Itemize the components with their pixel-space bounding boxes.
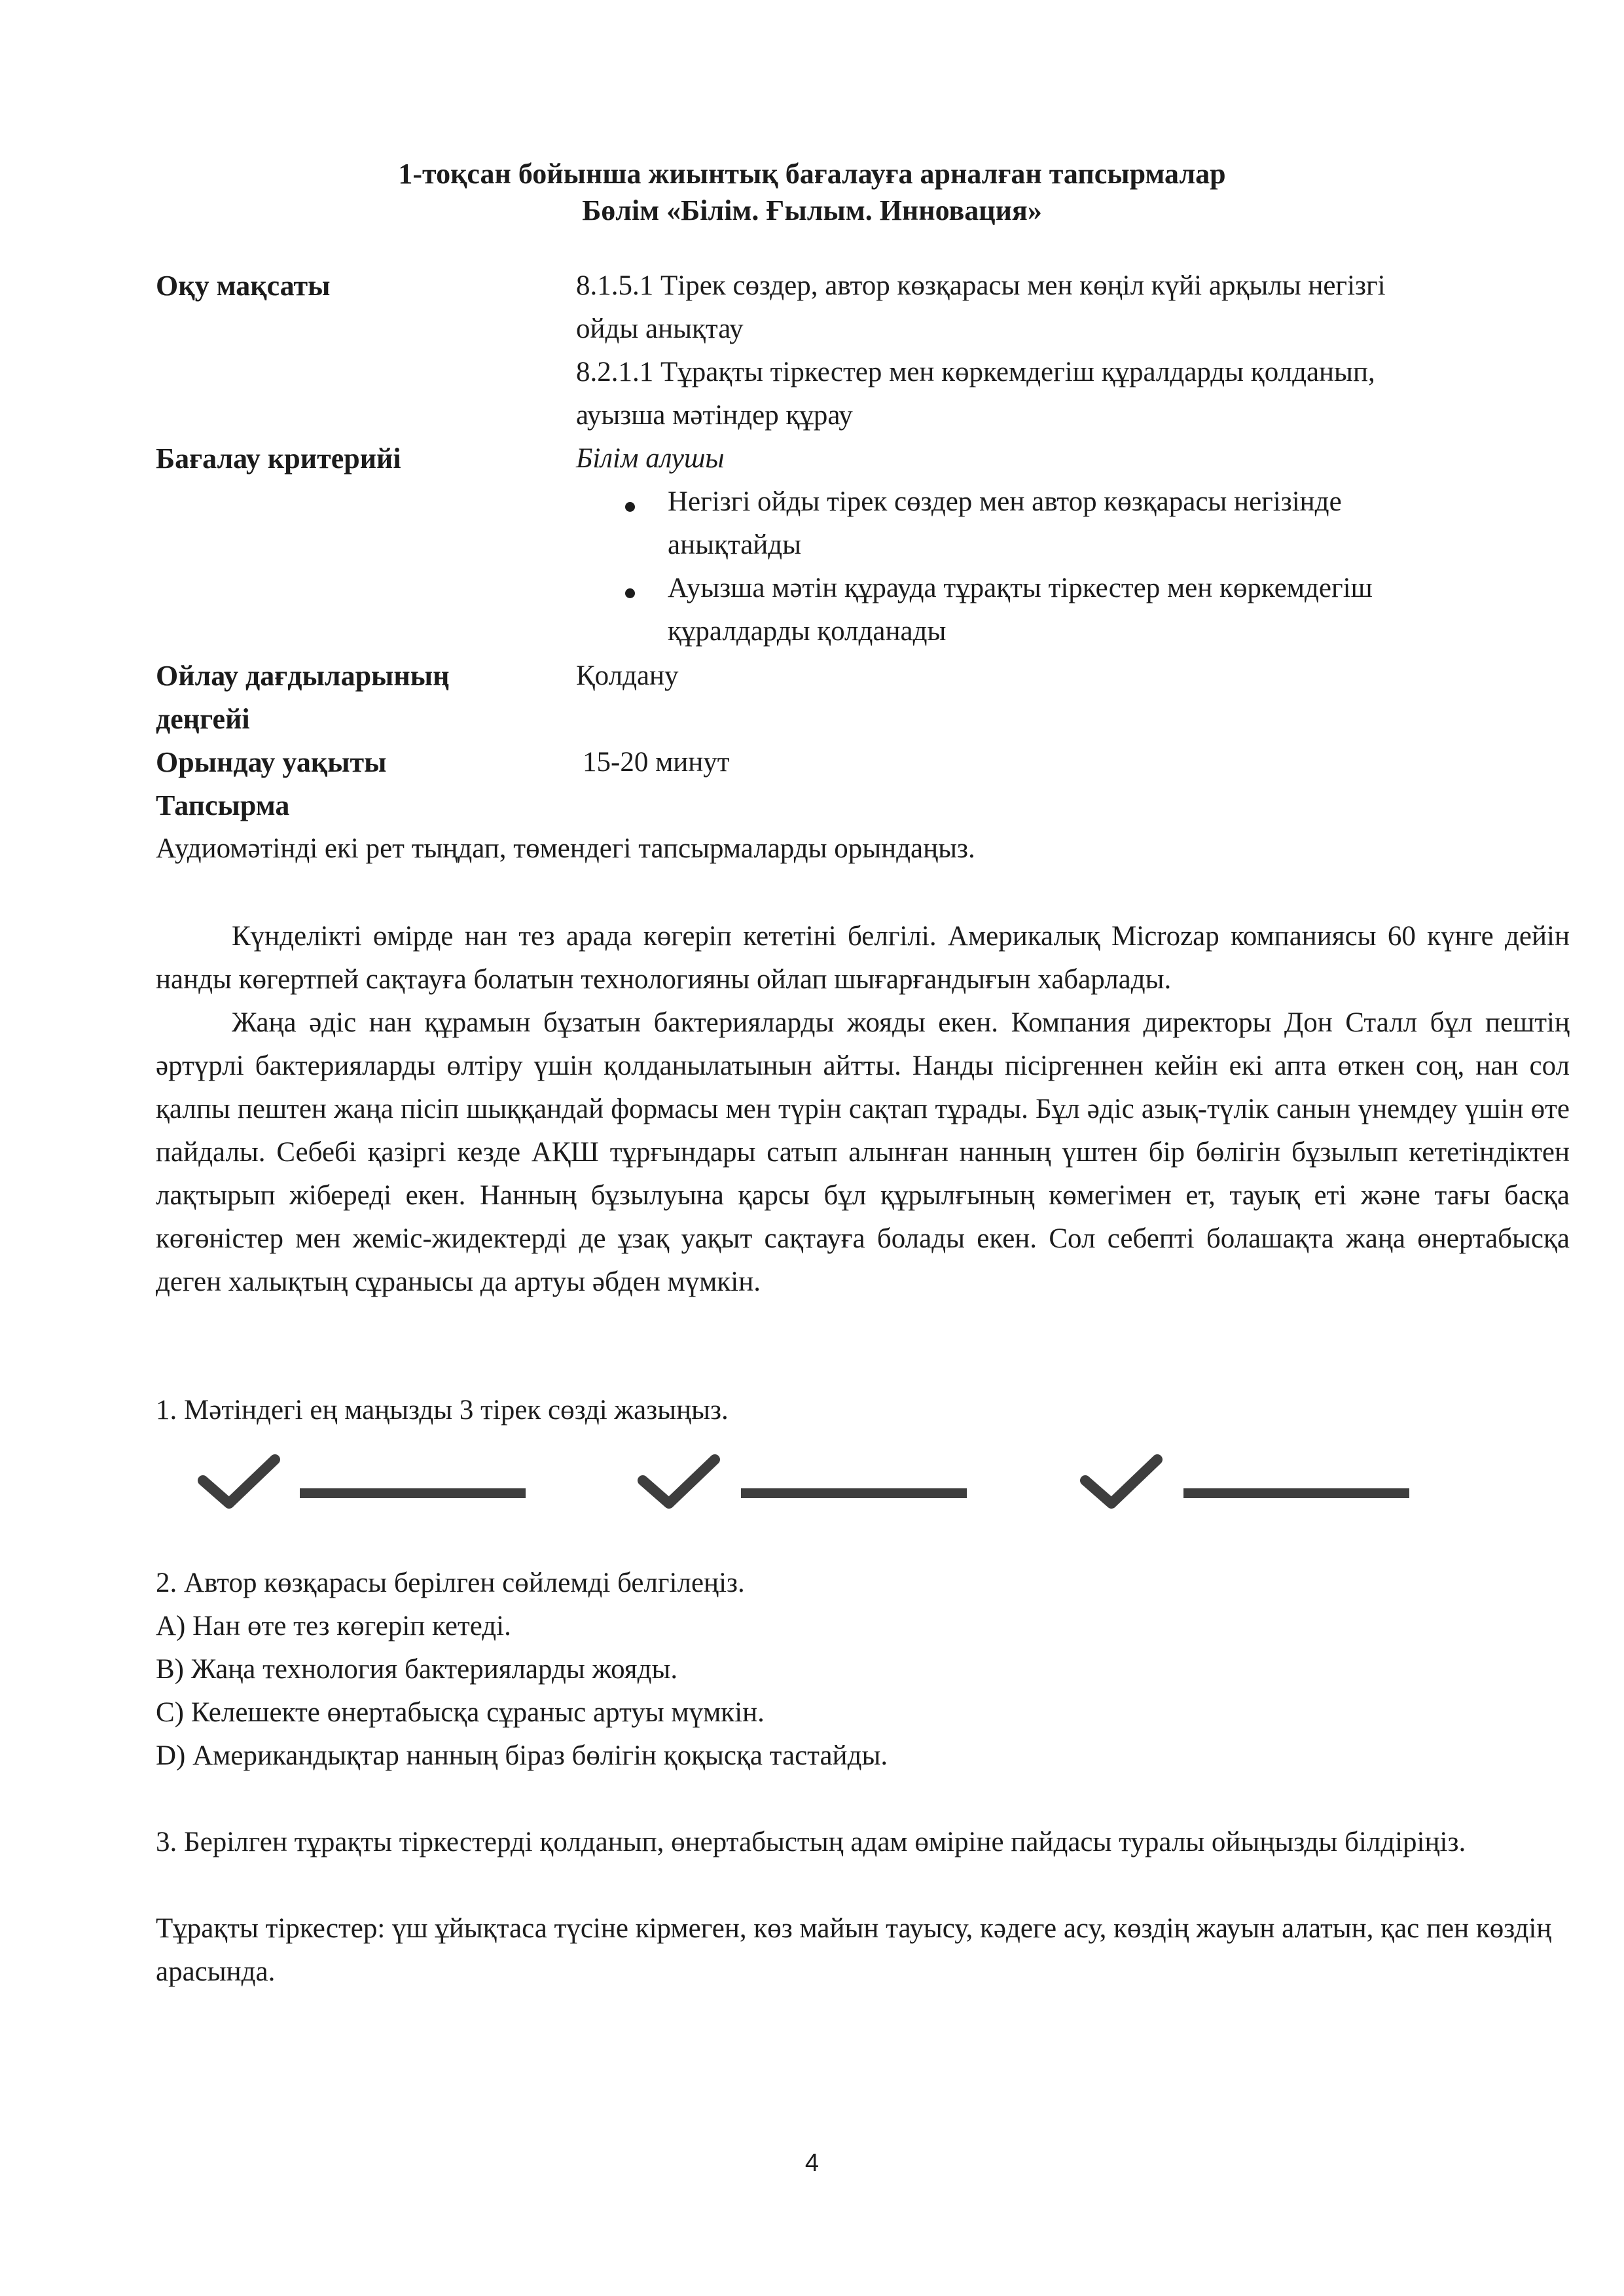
option-d[interactable]: D) Американдықтар нанның біраз бөлігін қоқысқа тастайды. [156, 1740, 888, 1771]
criteria-2-line-1: Ауызша мәтін құрауда тұрақты тіркестер мен көркемдегіш [668, 573, 1373, 603]
skills-label-line-2: деңгейі [156, 703, 250, 735]
text-paragraph-2: Жаңа әдіс нан құрамын бұзатын бактерияларды жояды екен. Компания директоры Дон Сталл бұл пештің әртүрлі бактерияларды өлтіру үшін қолданылатынын айтты. Нанды пісіргеннен кейін екі апта өткен соң, нан сол қалпы пештен жаңа пісіп шыққандай формасы мен түрін сақтап тұрады. Бұл әдіс азық-түлік санын үнемдеу үшін өте пайдалы. Себебі қазіргі кезде АҚШ тұрғындары сатып алынған нанның үштен бір бөлігін бұзылып кететіндіктен лақтырып жібереді екен. Нанның бұзылуына қарсы бұл құрылғының көмегімен ет, тауық еті және тағы басқа көгөністер мен жеміс-жидектерді де ұзақ уақыт сақтауға болады екен. Сол себепті болашақта жаңа өнертабысқа деген халықтың сұранысы да артуы әбден мүмкін. [156, 1007, 1570, 1297]
section-title: Бөлім «Білім. Ғылым. Инновация» [582, 194, 1042, 226]
bullet-icon [625, 502, 635, 512]
goal-1-line-1: 8.1.5.1 Тірек сөздер, автор көзқарасы мен көңіл күйі арқылы негізгі [576, 270, 1386, 301]
skills-value: Қолдану [576, 660, 679, 691]
time-value: 15-20 минут [583, 747, 730, 778]
goal-1-line-2: ойды анықтау [576, 314, 744, 344]
criteria-1-line-1: Негізгі ойды тірек сөздер мен автор көзқарасы негізінде [668, 486, 1342, 517]
goal-2-line-1: 8.2.1.1 Тұрақты тіркестер мен көркемдегіш құралдарды қолданып, [576, 357, 1375, 387]
text-paragraph-1: Күнделікті өмірде нан тез арада көгеріп кететіні белгілі. Америкалық Microzap компаниясы 60 күнге дейін нанды көгертпей сақтауға болатын технологияны ойлап шығарғандығын хабарлады. [156, 921, 1570, 995]
question-3: 3. Берілген тұрақты тіркестерді қолданып, өнертабыстың адам өміріне пайдасы туралы ойыңызды білдіріңіз. [156, 1827, 1466, 1857]
skills-label-line-1: Ойлау дағдыларының [156, 660, 450, 692]
criteria-1-line-2: анықтайды [668, 529, 802, 560]
criteria-intro: Білім алушы [576, 443, 725, 474]
check-icon [1079, 1454, 1164, 1513]
answer-line[interactable] [300, 1488, 526, 1498]
task-label: Тапсырма [156, 789, 290, 821]
check-icon [196, 1454, 281, 1513]
bullet-icon [625, 588, 635, 598]
goal-label: Оқу мақсаты [156, 270, 331, 302]
goal-2-line-2: ауызша мәтіндер құрау [576, 400, 853, 431]
option-b[interactable]: B) Жаңа технология бактерияларды жояды. [156, 1654, 678, 1685]
answer-line[interactable] [1183, 1488, 1409, 1498]
question-3-phrases: Тұрақты тіркестер: үш ұйықтаса түсіне кірмеген, көз майын тауысу, кәдеге асу, көздің жауын алатын, қас пен көздің арасында. [156, 1913, 1552, 1987]
document-title: 1-тоқсан бойынша жиынтық бағалауға арналған тапсырмалар [398, 158, 1226, 190]
check-icon [636, 1454, 721, 1513]
option-c[interactable]: C) Келешекте өнертабысқа сұраныс артуы мүмкін. [156, 1697, 765, 1728]
instruction-text: Аудиомәтінді екі рет тыңдап, төмендегі тапсырмаларды орындаңыз. [156, 833, 975, 864]
page-number: 4 [804, 2149, 820, 2177]
criteria-label: Бағалау критерийі [156, 442, 401, 475]
criteria-2-line-2: құралдарды қолданады [668, 616, 947, 647]
question-1: 1. Мәтіндегі ең маңызды 3 тірек сөзді жазыңыз. [156, 1395, 729, 1426]
question-2: 2. Автор көзқарасы берілген сөйлемді белгілеңіз. [156, 1568, 745, 1598]
answer-line[interactable] [741, 1488, 967, 1498]
time-label: Орындау уақыты [156, 746, 387, 778]
option-a[interactable]: A) Нан өте тез көгеріп кетеді. [156, 1611, 511, 1641]
